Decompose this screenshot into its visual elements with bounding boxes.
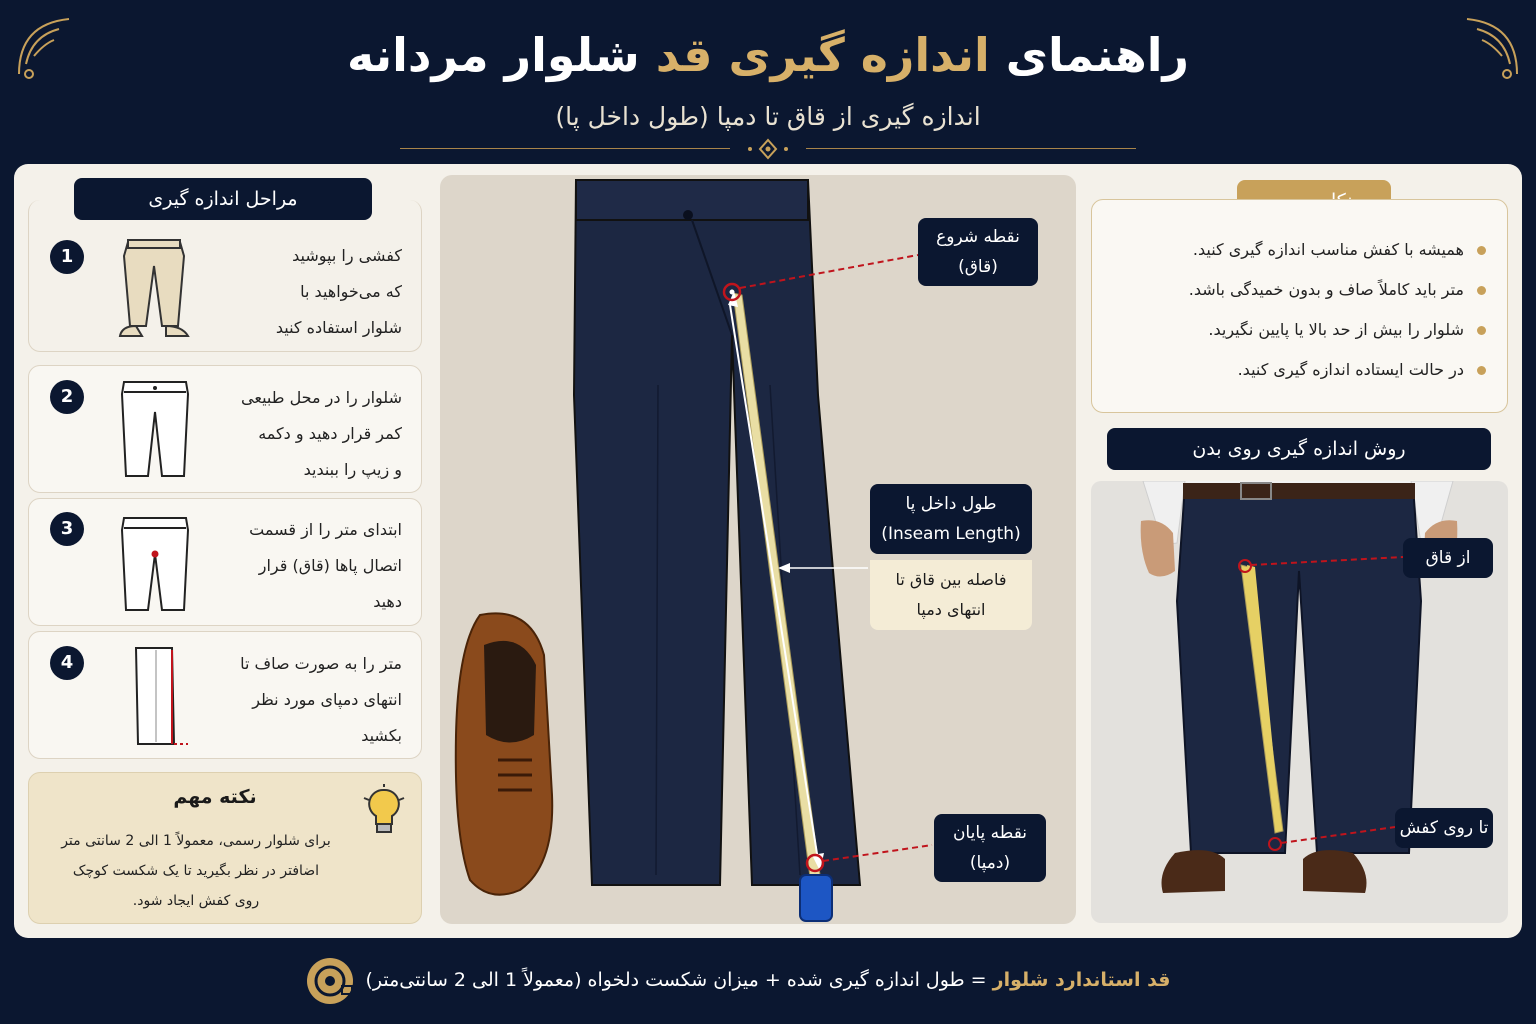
tip-item: همیشه با کفش مناسب اندازه گیری کنید. [1100, 230, 1498, 270]
step-text-4: متر را به صورت صاف تا انتهای دمپای مورد نظر بکشید [240, 654, 402, 745]
footer-formula: قد استاندارد شلوار = طول اندازه گیری شده + میزان شکست دلخواه (معمولاً 1 الی 2 سانتی‌متر) [365, 969, 1171, 991]
divider-left [400, 148, 730, 149]
step-number-3: 3 [50, 512, 84, 546]
steps-heading: مراحل اندازه گیری [74, 178, 372, 220]
tip-item: در حالت ایستاده اندازه گیری کنید. [1100, 350, 1498, 390]
note-title: نکته مهم [173, 786, 257, 808]
inseam-description: فاصله بین قاق تا انتهای دمپا [870, 560, 1032, 630]
pants-leg-measure-icon [128, 644, 194, 750]
inseam-label: طول داخل پا (Inseam Length) [870, 484, 1032, 554]
end-point-label: نقطه پایان (دمپا) [934, 814, 1046, 882]
step-text-3: ابتدای متر را از قسمت اتصال پاها (قاق) قرار دهید [249, 520, 402, 611]
step-text-1: کفشی را بپوشید که می‌خواهید با شلوار استفاده کنید [275, 246, 402, 337]
to-shoe-label: تا روی کفش [1395, 808, 1493, 848]
body-method-heading: روش اندازه گیری روی بدن [1107, 428, 1491, 470]
step-number-1: 1 [50, 240, 84, 274]
pants-outline-icon [118, 378, 192, 482]
pants-beige-icon [112, 236, 196, 346]
diamond-ornament-icon [740, 138, 796, 160]
tips-list [1100, 230, 1498, 390]
page-subtitle: اندازه گیری از قاق تا دمپا (طول داخل پا) [555, 102, 981, 131]
note-text: برای شلوار رسمی، معمولاً 1 الی 2 سانتی متر اضافتر در نظر بگیرید تا یک شکست کوچک روی کفش ایجاد شود. [61, 833, 331, 909]
page-title: راهنمای اندازه گیری قد شلوار مردانه [346, 28, 1190, 82]
from-crotch-label: از قاق [1403, 538, 1493, 578]
pants-crotch-icon [118, 514, 192, 616]
step-number-2: 2 [50, 380, 84, 414]
tip-item: شلوار را بیش از حد بالا یا پایین نگیرید. [1100, 310, 1498, 350]
tip-item: متر باید کاملاً صاف و بدون خمیدگی باشد. [1100, 270, 1498, 310]
divider-right [806, 148, 1136, 149]
start-point-label: نقطه شروع (قاق) [918, 218, 1038, 286]
step-number-4: 4 [50, 646, 84, 680]
step-text-2: شلوار را در محل طبیعی کمر قرار دهید و دکمه و زیپ را ببندید [241, 388, 402, 479]
lightbulb-icon [362, 784, 406, 840]
